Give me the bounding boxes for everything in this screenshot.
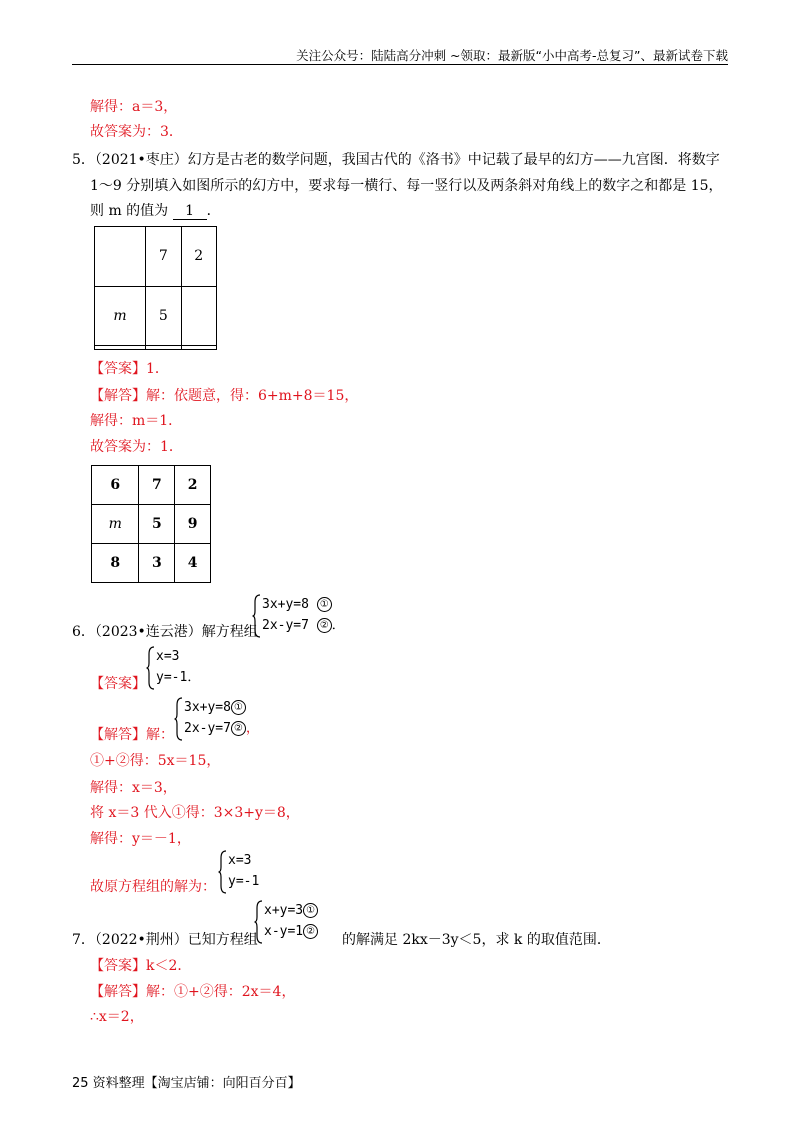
circle-two: ② [303, 924, 318, 939]
q6-eq2: 2x-y=7 [262, 618, 309, 633]
grid-cell: m [92, 505, 139, 544]
prev-solve-line: 解得：a＝3， [90, 99, 178, 115]
circle-one: ① [231, 700, 246, 715]
q6-final-brace [218, 850, 227, 894]
q5-answer-blank: 1 [173, 204, 207, 220]
grid-cell [95, 346, 146, 350]
grid-cell: 6 [92, 466, 139, 505]
circle-two: ② [231, 721, 246, 736]
grid-cell: 5 [146, 286, 181, 346]
q6-solution-system [184, 697, 259, 739]
circle-one: ① [317, 597, 332, 612]
q5-stem-line3 [90, 200, 221, 220]
q6-final-y: y=-1 [228, 874, 260, 889]
q7-solution: 【解答】解：①+②得：2x＝4， [90, 984, 296, 1000]
grid-cell [146, 346, 181, 350]
grid-row [92, 505, 211, 544]
grid-cell: 8 [92, 544, 139, 583]
q5-solve-line: 解得：m＝1． [90, 413, 183, 429]
q7-brace [254, 900, 263, 944]
q6-sol-end: ， [245, 721, 259, 736]
grid-cell [95, 227, 146, 287]
grid-row [92, 466, 211, 505]
q7-eq2: x-y=1 [264, 924, 304, 939]
grid-cell: 2 [175, 466, 211, 505]
grid-row [95, 227, 217, 287]
q5-stem-suffix: ． [206, 203, 221, 219]
q6-final-x: x=3 [228, 853, 252, 868]
grid-cell: 9 [175, 505, 211, 544]
q7-answer: 【答案】k＜2． [90, 958, 192, 974]
circle-one: ① [303, 903, 318, 918]
q6-step2: 解得：x＝3， [90, 780, 177, 796]
q6-answer-brace [146, 646, 155, 690]
grid-cell: m [95, 286, 146, 346]
q6-sol-eq1: 3x+y=8 [184, 700, 231, 715]
q6-brace [252, 594, 261, 638]
q5-stem-line1: 5．（2021•枣庄）幻方是古老的数学问题，我国古代的《洛书》中记载了最早的幻方——九宫图．将数字 [72, 152, 720, 168]
q6-final-system [228, 850, 259, 892]
q5-conclusion: 故答案为：1． [90, 439, 183, 455]
q6-ans-end: ． [187, 670, 201, 685]
q6-stem-end: ． [331, 618, 345, 633]
grid-row [92, 544, 211, 583]
q6-answer-system [156, 646, 200, 688]
magic-square-question [94, 226, 217, 350]
q5-stem-line2: 1～9 分别填入如图所示的幻方中，要求每一横行、每一竖行以及两条斜对角线上的数字之和都是 15， [90, 178, 723, 194]
q6-sol-eq2: 2x-y=7 [184, 721, 231, 736]
grid-cell [181, 286, 216, 346]
q5-answer: 【答案】1． [90, 361, 169, 377]
q6-eq1: 3x+y=8 [262, 597, 309, 612]
grid-row [95, 286, 217, 346]
q5-solution: 【解答】解：依题意，得：6+m+8＝15， [90, 388, 359, 404]
q5-stem-prefix: 则 m 的值为 [90, 203, 169, 219]
prev-answer-line: 故答案为：3． [90, 124, 183, 140]
q6-solution-brace [174, 697, 183, 741]
grid-cell: 5 [139, 505, 175, 544]
grid-cell: 7 [139, 466, 175, 505]
q6-ans-y: y=-1 [156, 670, 188, 685]
q6-step3: 将 x＝3 代入①得：3×3+y＝8， [90, 805, 300, 821]
page-footer: 25 资料整理【淘宝店铺：向阳百分百】 [72, 1076, 301, 1091]
grid-cell: 7 [146, 227, 181, 287]
q6-step1: ①+②得：5x＝15， [90, 753, 221, 769]
q7-system [264, 900, 318, 942]
grid-row [95, 346, 217, 350]
q6-step4: 解得：y＝－1， [90, 831, 191, 847]
grid-cell: 2 [181, 227, 216, 287]
q7-eq1: x+y=3 [264, 903, 304, 918]
grid-cell: 3 [139, 544, 175, 583]
header-rule [72, 64, 728, 65]
q7-step: ∴x＝2， [90, 1009, 144, 1025]
magic-square-answer [91, 465, 211, 583]
q7-stem-end: 的解满足 2kx－3y＜5，求 k 的取值范围． [342, 932, 611, 948]
grid-cell: 4 [175, 544, 211, 583]
page-header: 关注公众号：陆陆高分冲刺 ~领取：最新版“小中高考-总复习”、最新试卷下载 [296, 48, 728, 63]
q6-ans-x: x=3 [156, 649, 180, 664]
q6-answer-label: 【答案】 [90, 676, 146, 692]
circle-two: ② [317, 618, 332, 633]
grid-cell [181, 346, 216, 350]
q6-conclusion: 故原方程组的解为： [90, 879, 216, 895]
q6-solution-label: 【解答】解： [90, 727, 174, 743]
q6-system [262, 594, 345, 636]
q6-stem: 6．（2023•连云港）解方程组 [72, 624, 258, 640]
q7-stem: 7．（2022•荆州）已知方程组 [72, 932, 258, 948]
